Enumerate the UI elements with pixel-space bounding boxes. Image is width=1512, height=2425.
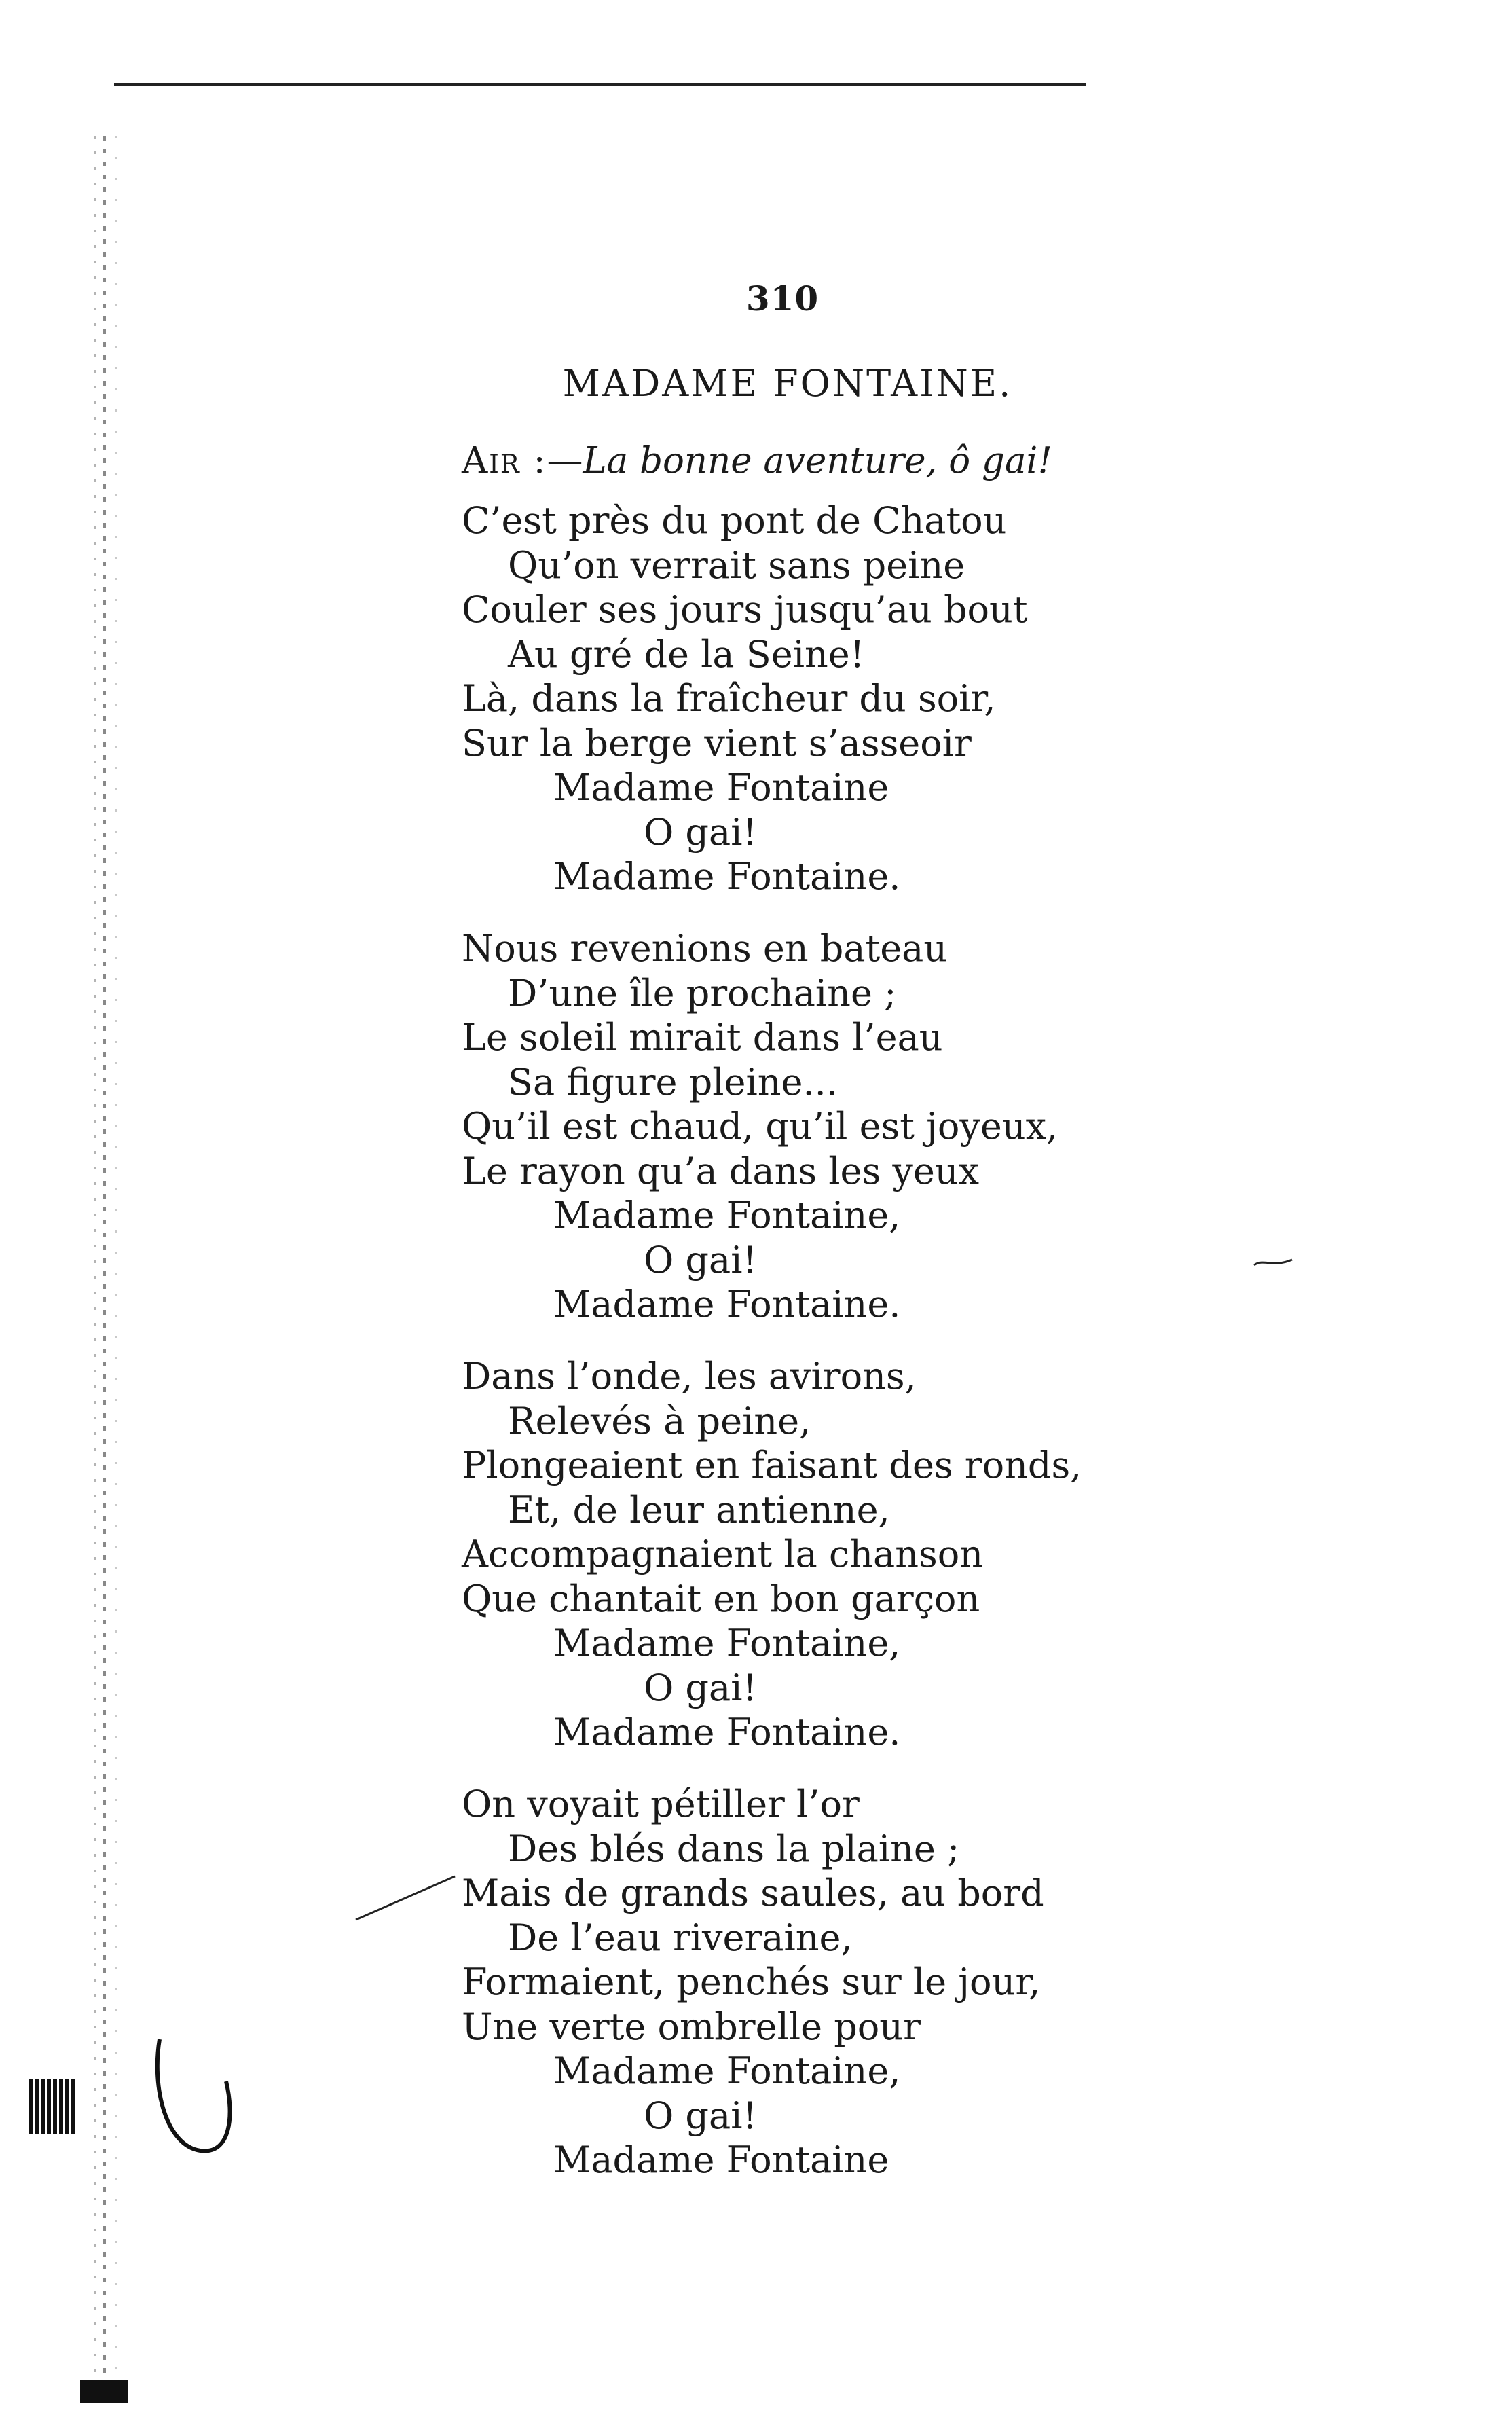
verse-line: De l’eau riveraine, xyxy=(508,1916,853,1959)
verse-line: Couler ses jours jusqu’au bout xyxy=(462,588,1028,631)
verse-line: Mais de grands saules, au bord xyxy=(462,1872,1044,1914)
air-title: La bonne aventure, ô gai! xyxy=(583,440,1052,481)
verse-line: O gai! xyxy=(644,811,758,854)
verse-line: Le soleil mirait dans l’eau xyxy=(462,1016,943,1059)
verse-line: Là, dans la fraîcheur du soir, xyxy=(462,677,996,720)
verse-line: Madame Fontaine xyxy=(553,2138,889,2181)
verse-line: Relevés à peine, xyxy=(508,1400,811,1442)
verse-line: Accompagnaient la chanson xyxy=(462,1533,983,1575)
verse-line: D’une île prochaine ; xyxy=(508,972,897,1015)
verse-line: Qu’on verrait sans peine xyxy=(508,544,965,587)
page-number: 310 xyxy=(745,278,819,318)
verse-line: Une verte ombrelle pour xyxy=(462,2005,921,2048)
verse-line: On voyait pétiller l’or xyxy=(462,1783,860,1825)
verse-line: Madame Fontaine. xyxy=(553,855,901,898)
verse-line: Qu’il est chaud, qu’il est joyeux, xyxy=(462,1105,1058,1148)
verse-line: Madame Fontaine, xyxy=(553,1194,901,1237)
verse-line: O gai! xyxy=(644,1239,758,1281)
verse-line: Au gré de la Seine! xyxy=(508,633,865,676)
verse-line: Madame Fontaine. xyxy=(553,1711,901,1753)
pencil-tick-mark xyxy=(1253,1253,1293,1273)
binding-edge xyxy=(76,136,125,2404)
pencil-curve-mark xyxy=(146,2034,241,2163)
verse-line: Madame Fontaine, xyxy=(553,1622,901,1664)
verse-line: C’est près du pont de Chatou xyxy=(462,499,1007,542)
verse-line: Que chantait en bon garçon xyxy=(462,1578,980,1620)
top-rule xyxy=(114,83,1086,86)
verse-line: Madame Fontaine, xyxy=(553,2049,901,2092)
air-line xyxy=(462,440,1052,481)
song-title: MADAME FONTAINE. xyxy=(562,362,1013,405)
verse-line: Nous revenions en bateau xyxy=(462,927,948,970)
verse-line: O gai! xyxy=(644,2094,758,2137)
verse-line: O gai! xyxy=(644,1666,758,1709)
air-label: Air : xyxy=(462,440,547,481)
binding-mark xyxy=(29,2079,76,2134)
verse-line: Plongeaient en faisant des ronds, xyxy=(462,1444,1082,1487)
verse-line: Des blés dans la plaine ; xyxy=(508,1827,960,1870)
verse-line: Sa figure pleine... xyxy=(508,1061,838,1104)
verse-line: Formaient, penchés sur le jour, xyxy=(462,1961,1041,2003)
air-dash: — xyxy=(547,440,583,481)
verse-line: Et, de leur antienne, xyxy=(508,1489,890,1531)
verse-line: Madame Fontaine xyxy=(553,766,889,809)
verse-line: Madame Fontaine. xyxy=(553,1283,901,1326)
pencil-stroke-mark xyxy=(353,1871,462,1925)
verse-line: Sur la berge vient s’asseoir xyxy=(462,722,972,765)
verse-line: Le rayon qu’a dans les yeux xyxy=(462,1150,980,1192)
verse-line: Dans l’onde, les avirons, xyxy=(462,1355,917,1398)
binding-foot xyxy=(80,2380,128,2403)
